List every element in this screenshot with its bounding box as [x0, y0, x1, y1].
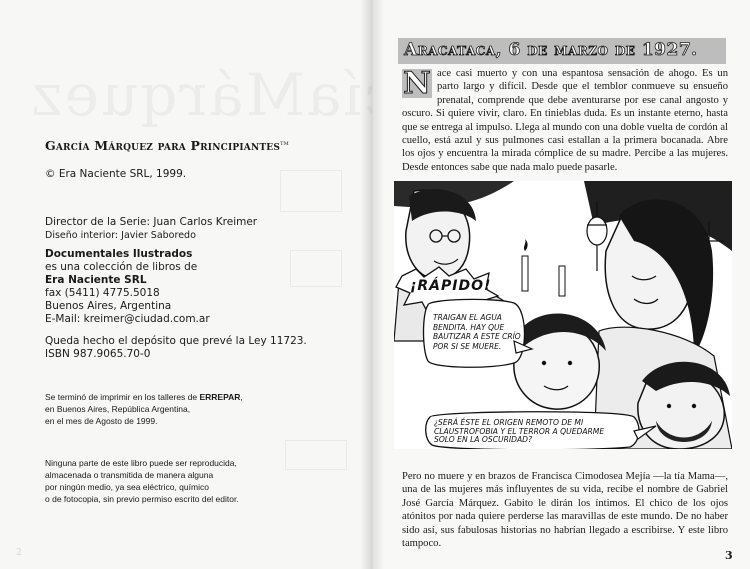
collection-name: Documentales Ilustrados	[45, 248, 193, 260]
series-director: Director de la Serie: Juan Carlos Kreimer	[45, 216, 258, 228]
closing-paragraph: Pero no muere y en brazos de Francisca Cimodosea Mejía —la tía Mama—, una de las mujeres más influyentes de su vida, recibe el nombre de Gabriel José García Márquez. Gabito le dirán los íntimos. El chico de los ojos atónitos por nada quiere perderse las maravillas de este mundo. De no haber sido así, sus fabulosas historias no habrían llegado a escribirse. Y este libro tampoco.	[402, 471, 728, 550]
publisher-fax: fax (5411) 4775.5018	[45, 287, 160, 299]
page-number-right: 3	[725, 549, 733, 562]
collection-line: es una colección de libros de	[45, 261, 198, 273]
publisher-city: Buenos Aires, Argentina	[45, 300, 172, 312]
thought-caption: ¿SERÁ ÉSTE EL ORIGEN REMOTO DE MI CLAUSTROFOBIA Y EL TERROR A QUEDARME SOLO EN LA OSCURIDAD?	[434, 418, 605, 445]
right-page	[372, 0, 750, 569]
trademark-mark: tm	[280, 138, 289, 147]
chapter-heading: Aracataca, 6 de marzo de 1927.	[404, 40, 698, 60]
show-through-box	[290, 250, 342, 287]
legal-deposit: Queda hecho el depósito que prevé la Ley 11723.	[45, 335, 307, 347]
printing-line-3: en el mes de Agosto de 1999.	[45, 416, 158, 426]
publisher-name: Era Naciente SRL	[45, 274, 147, 286]
copyright-line: © Era Naciente SRL, 1999.	[45, 168, 187, 180]
book-title: García Márquez para Principiantes$^{tm}$	[45, 138, 289, 153]
comic-illustration	[394, 181, 732, 449]
printer-name: ERREPAR	[199, 392, 241, 402]
rights-line-1: Ninguna parte de este libro puede ser reproducida,	[45, 458, 237, 468]
left-page	[0, 0, 372, 569]
speech-balloon: TRAIGAN EL AGUA BENDITA. HAY QUE BAUTIZAR A ESTE CRÍO POR SI SE MUERE.	[433, 313, 521, 351]
publisher-email: E-Mail: kreimer@ciudad.com.ar	[45, 313, 210, 325]
printing-line-1: Se terminó de imprimir en los talleres de ERREPAR,	[45, 392, 243, 402]
page-number-left: 2	[16, 548, 22, 558]
shout-balloon: ¡RÁPIDO!	[410, 278, 492, 294]
isbn: ISBN 987.9065.70-0	[45, 348, 151, 360]
printing-line-2: en Buenos Aires, República Argentina,	[45, 404, 191, 414]
rights-line-2: almacenada o transmitida de manera alguna	[45, 470, 214, 480]
show-through-box	[280, 170, 342, 212]
book-gutter	[360, 0, 384, 569]
show-through-box	[285, 440, 347, 470]
intro-paragraph: N ace casi muerto y con una espantosa sensación de ahogo. Es un parto largo y difícil. Desde que el temblor conmueve su ensueño prenatal, comprende que debe aventurarse por ese canal angosto y oscuro. Si quiere vivir, claro. En tinieblas duda. Es un instante eterno, hasta que se entrega al impulso. Llega al mundo con una doble vuelta de cordón al cuello, está azul y sus pulmones casi estallan a la primera bocanada. Abre los ojos y encuentra la mirada cómplice de su madre. Percibe a las mujeres. Desde entonces sabe que nada malo puede pasarle.	[402, 66, 728, 173]
rights-line-3: por ningún medio, ya sea eléctrico, químico	[45, 482, 209, 492]
drop-cap: N	[403, 66, 431, 101]
interior-design: Diseño interior: Javier Saboredo	[45, 230, 196, 241]
rights-line-4: o de fotocopia, sin previo permiso escrito del editor.	[45, 494, 239, 504]
